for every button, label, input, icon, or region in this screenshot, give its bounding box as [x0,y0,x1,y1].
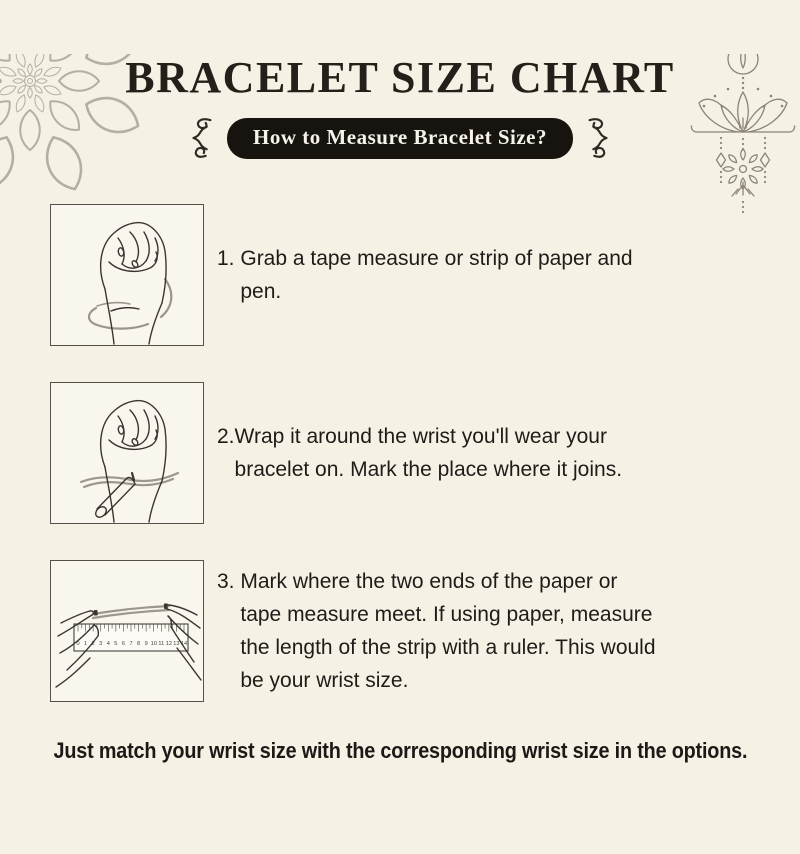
step1-number: 1. [217,247,241,271]
step1-body: Grab a tape measure or strip of paper and pen. [240,247,633,304]
step3-illustration-strip-over-ruler [50,560,204,702]
step-row-1 [50,204,800,346]
step2-number: 2. [217,425,235,449]
svg-text:12: 12 [165,641,172,648]
instruction-steps [0,204,800,702]
step2-illustration-wrist-marking [50,382,204,524]
step3-number: 3. [217,570,241,594]
subtitle-badge-row [0,116,800,160]
page-title: BRACELET SIZE CHART [125,53,675,102]
svg-text:11: 11 [158,641,165,648]
svg-text:7: 7 [129,641,133,648]
squiggle-right-icon [583,116,615,160]
footer-note-text: Just match your wrist size with the corresponding wrist size in the options. [53,738,747,764]
step-row-3 [50,560,800,702]
svg-text:13: 13 [173,641,180,648]
step2-body: Wrap it around the wrist you'll wear your bracelet on. Mark the place where it joins. [234,425,623,482]
step3-body: Mark where the two ends of the paper or tape measure meet. If using paper, measure the length of the strip with a ruler. This would be your wrist size. [240,570,656,693]
step1-text [217,242,633,308]
svg-text:9: 9 [144,641,148,648]
step-row-2 [50,382,800,524]
subtitle-badge: How to Measure Bracelet Size? [227,118,573,159]
svg-text:1: 1 [84,641,88,648]
svg-text:14: 14 [180,641,188,648]
svg-text:5: 5 [114,641,118,648]
svg-text:6: 6 [121,641,125,648]
svg-text:10: 10 [150,641,157,648]
svg-text:0: 0 [76,641,80,648]
svg-text:8: 8 [137,641,141,648]
footer-note [0,738,800,764]
step3-text [217,565,656,697]
step2-text [217,420,622,486]
svg-text:3: 3 [99,641,103,648]
svg-text:2: 2 [91,641,95,648]
step1-illustration-fist-with-tape [50,204,204,346]
squiggle-left-icon [185,116,217,160]
svg-text:4: 4 [106,641,110,648]
